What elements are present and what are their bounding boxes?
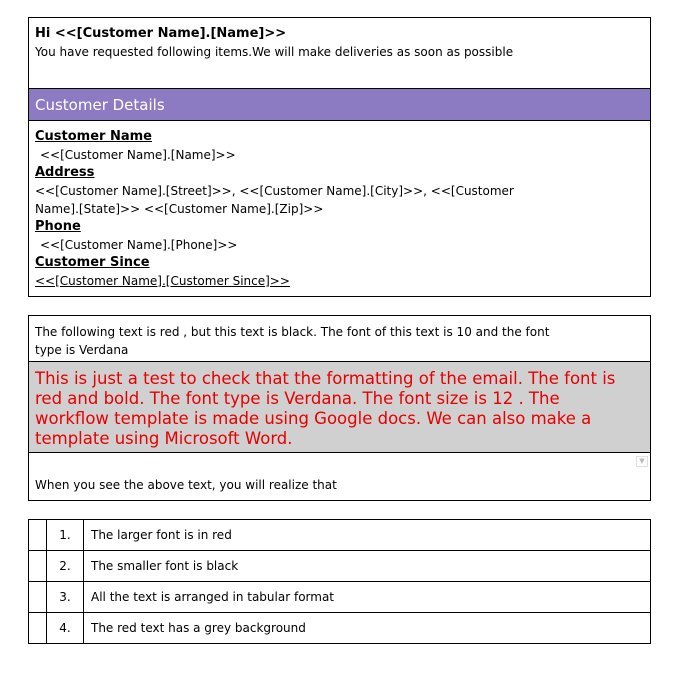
row-number: 3.	[47, 582, 84, 613]
row-text: The smaller font is black	[84, 551, 651, 582]
row-text: All the text is arranged in tabular format	[84, 582, 651, 613]
table-row	[29, 613, 650, 644]
customer-details-block	[28, 17, 651, 297]
row-number: 1.	[47, 520, 84, 551]
red-text-line4: template using Microsoft Word.	[35, 429, 293, 448]
after-text: When you see the above text, you will realize that	[35, 478, 337, 492]
intro-line2: type is Verdana	[35, 343, 129, 357]
formatting-block	[28, 315, 651, 501]
table-row	[29, 582, 650, 613]
after-text-section	[29, 453, 650, 499]
phone-value: <<[Customer Name].[Phone]>>	[40, 238, 238, 252]
greeting-title: Hi <<[Customer Name].[Name]>>	[35, 26, 287, 41]
intro-text	[29, 316, 650, 362]
red-text-line2: red and bold. The font type is Verdana. The font size is 12 . The	[35, 389, 560, 408]
row-text: The red text has a grey background	[84, 613, 651, 644]
address-value-line1: <<[Customer Name].[Street]>>, <<[Customer Name].[City]>>, <<[Customer	[35, 184, 514, 198]
red-text-section	[29, 362, 650, 453]
address-value-line2: Name].[State]>> <<[Customer Name].[Zip]>>	[35, 202, 324, 216]
red-text-line1: This is just a test to check that the formatting of the email. The font is	[35, 369, 616, 388]
customer-details-body	[29, 121, 650, 290]
dropdown-arrow-icon[interactable]: ▼	[636, 456, 648, 467]
row-text: The larger font is in red	[84, 520, 651, 551]
intro-line1: The following text is red , but this text is black. The font of this text is 10 and the font	[35, 325, 550, 339]
customer-since-value: <<[Customer Name].[Customer Since]>>	[35, 274, 290, 288]
customer-details-header: Customer Details	[29, 88, 650, 121]
address-label: Address	[35, 165, 95, 180]
customer-since-label: Customer Since	[35, 255, 150, 270]
customer-name-value: <<[Customer Name].[Name]>>	[40, 148, 236, 162]
row-number: 4.	[47, 613, 84, 644]
customer-name-label: Customer Name	[35, 129, 152, 144]
numbered-list-table	[28, 519, 651, 644]
phone-label: Phone	[35, 219, 81, 234]
greeting-message: You have requested following items.We will make deliveries as soon as possible	[35, 45, 514, 59]
row-number: 2.	[47, 551, 84, 582]
greeting-section	[29, 18, 650, 88]
table-row	[29, 551, 650, 582]
table-row	[29, 520, 650, 551]
red-text-line3: workflow template is made using Google docs. We can also make a	[35, 409, 592, 428]
